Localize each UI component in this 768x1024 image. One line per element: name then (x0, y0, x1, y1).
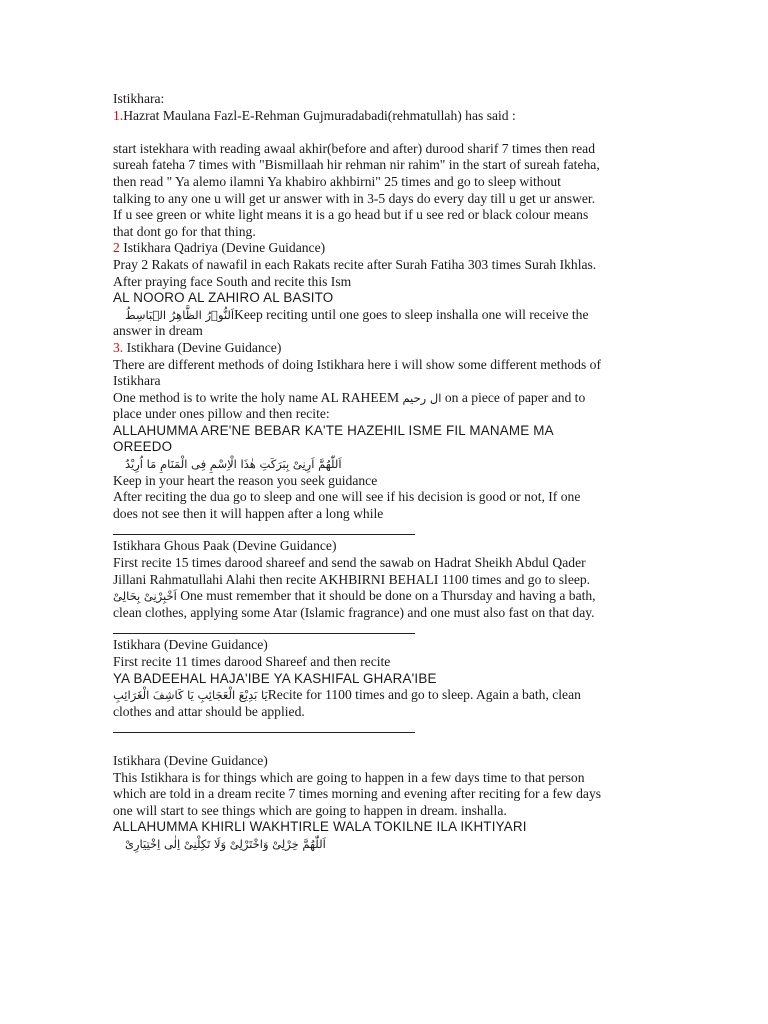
section-4-after-arabic: One must remember that it should be done on a Thursday and having a bath, (180, 588, 596, 604)
section-1-line: If u see green or white light means it is a go head but if u see red or black colour means (113, 207, 589, 223)
section-2-after-arabic: Keep reciting until one goes to sleep inshalla one will receive the (234, 306, 589, 322)
section-3-line: does not see then it will happen after a long while (113, 505, 384, 521)
section-4-line: clean clothes, applying some Atar (Islamic fragrance) and one must also fast on that day. (113, 604, 595, 620)
section-6-line: This Istikhara is for things which are going to happen in a few days time to that person (113, 769, 585, 785)
section-2-ism: AL NOORO AL ZAHIRO AL BASITO (113, 290, 334, 306)
section-3-method-after: on a piece of paper and to (441, 389, 586, 405)
section-3-dua: OREEDO (113, 439, 173, 455)
spacer (113, 124, 658, 141)
section-4-arabic-line (113, 588, 658, 605)
document-heading: Istikhara: (113, 91, 165, 106)
section-3-line: place under ones pillow and then recite: (113, 406, 330, 422)
section-3-number: 3. (113, 339, 124, 355)
section-1-line: then read " Ya alemo ilamni Ya khabiro akhbirni" 25 times and go to sleep without (113, 173, 561, 189)
section-6-title: Istikhara (Devine Guidance) (113, 752, 268, 768)
section-5-dua: YA BADEEHAL HAJA'IBE YA KASHIFAL GHARA'IBE (113, 670, 437, 686)
section-1-line: that dont go for that thing. (113, 223, 256, 239)
section-4-arabic: اَخْبِرْنِیْ بِحَالِیْ (113, 589, 177, 604)
section-6-line: which are told in a dream recite 7 times morning and evening after reciting for a few days (113, 786, 602, 802)
section-2-line: Pray 2 Rakats of nawafil in each Rakats recite after Surah Fatiha 303 times Surah Ikhlas. (113, 256, 597, 272)
section-2-line: After praying face South and recite this Ism (113, 273, 352, 289)
section-5-arabic-line (113, 687, 658, 704)
section-5-line: clothes and attar should be applied. (113, 703, 305, 719)
section-2-heading (113, 240, 658, 257)
section-5-title: Istikhara (Devine Guidance) (113, 637, 268, 653)
horizontal-rule (113, 732, 415, 733)
section-6-dua: ALLAHUMMA KHIRLI WAKHTIRLE WALA TOKILNE ILA IKHTIYARI (113, 819, 527, 835)
section-5-arabic: يَا بَدِيْعَ الْعَجَائِبِ يَا كَاشِفَ الْغَرَائِبِ (113, 688, 268, 703)
section-6-arabic: اَللّٰهُمَّ خِرْلِیْ وَاخْتَرْلِیْ وَلَا تَكِلْنِیْ اِلٰی اِخْتِيَارِیْ (125, 836, 326, 851)
section-3-arabic-line (113, 456, 658, 473)
section-3-dua: ALLAHUMMA ARE'NE BEBAR KA'TE HAZEHIL ISME FIL MANAME MA (113, 422, 554, 438)
section-2-arabic: اَلنُّوۡرُ الظَّاهِرُ الۡبَاسِطُ (125, 307, 235, 322)
section-1-number: 1. (113, 107, 124, 123)
spacer (113, 621, 658, 631)
section-3-method-arabic: ال رحیم (402, 390, 442, 405)
section-3-line: There are different methods of doing Istikhara here i will show some different methods of (113, 356, 601, 372)
section-2-arabic-line (113, 307, 658, 324)
section-1-line: talking to any one u will get ur answer with in 3-5 days do every day till u get ur answer. (113, 190, 596, 206)
section-3-method (113, 390, 658, 407)
section-5-after-arabic: Recite for 1100 times and go to sleep. Again a bath, clean (267, 687, 581, 703)
section-3-method-before: One method is to write the holy name AL RAHEEM (113, 389, 403, 405)
section-3-line: After reciting the dua go to sleep and one will see if his decision is good or not, If one (113, 489, 581, 505)
section-2-number: 2 (113, 240, 120, 256)
horizontal-rule (113, 534, 415, 535)
section-1-line: sureah fateha 7 times with "Bismillaah hir rehman nir rahim" in the start of sureah fateha, (113, 157, 600, 173)
section-6-arabic-line (113, 836, 658, 853)
horizontal-rule (113, 633, 415, 634)
section-2-line: answer in dream (113, 323, 203, 339)
section-1-line: start istekhara with reading awaal akhir(before and after) durood sharif 7 times then read (113, 140, 596, 156)
section-3-line: Istikhara (113, 373, 161, 389)
section-2-title: Istikhara Qadriya (Devine Guidance) (119, 240, 326, 256)
spacer (113, 736, 658, 753)
section-3-heading (113, 340, 658, 357)
section-6-line: one will start to see things which are going to happen in dream. inshalla. (113, 802, 507, 818)
section-3-arabic: اَللّٰهُمَّ اَرِنِیْ بِبَرَکَتِ هٰذَا الْاِسْمِ فِی الْمَنَامِ مَا اُرِيْدُ (125, 457, 342, 472)
spacer (113, 522, 658, 532)
document-body (113, 91, 658, 853)
section-1-intro (113, 108, 658, 125)
section-4-title: Istikhara Ghous Paak (Devine Guidance) (113, 538, 337, 554)
section-3-title: Istikhara (Devine Guidance) (123, 339, 282, 355)
section-5-line: First recite 11 times darood Shareef and then recite (113, 654, 391, 669)
section-4-line: First recite 15 times darood shareef and send the sawab on Hadrat Sheikh Abdul Qader (113, 555, 586, 571)
section-1-intro-text: Hazrat Maulana Fazl-E-Rehman Gujmuradabadi(rehmatullah) has said : (123, 107, 516, 123)
section-3-line: Keep in your heart the reason you seek guidance (113, 472, 378, 488)
spacer (113, 720, 658, 730)
section-4-line: Jillani Rahmatullahi Alahi then recite AKHBIRNI BEHALI 1100 times and go to sleep. (113, 571, 591, 587)
